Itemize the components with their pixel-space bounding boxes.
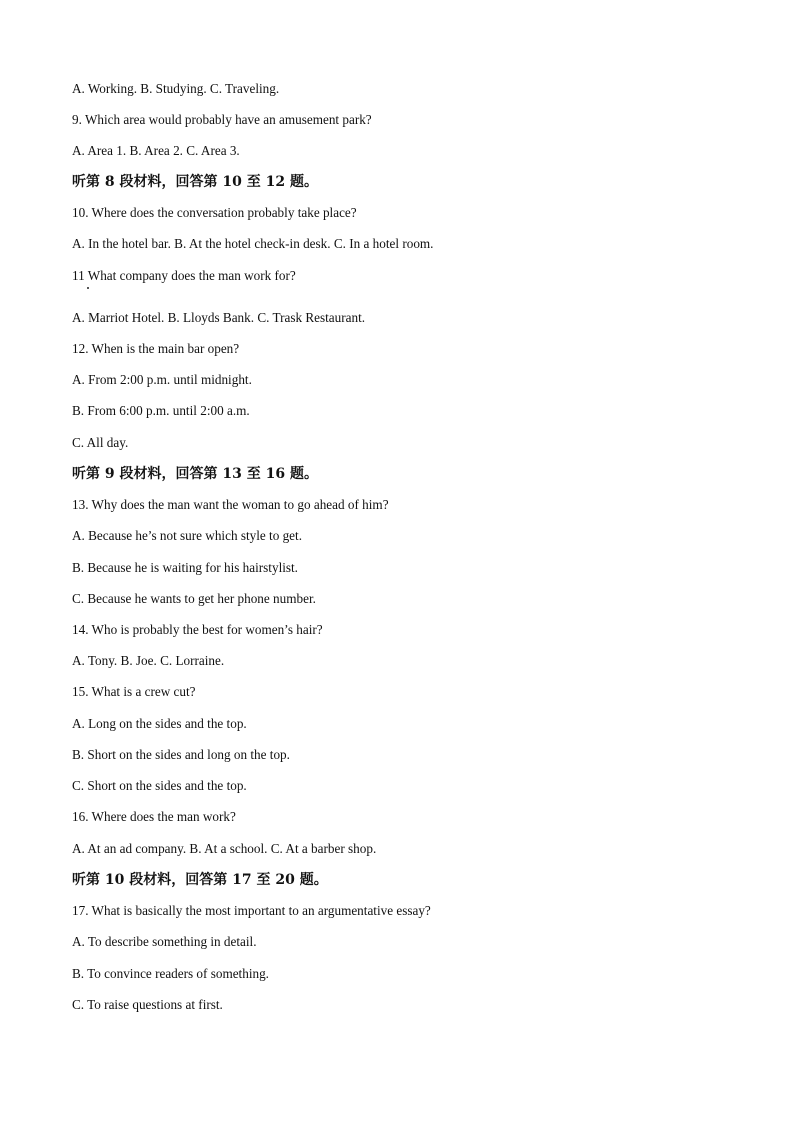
q9-options: A. Area 1. B. Area 2. C. Area 3.	[72, 143, 240, 158]
q17-option-a: A. To describe something in detail.	[72, 934, 257, 949]
q12-option-a: A. From 2:00 p.m. until midnight.	[72, 372, 252, 387]
q11-options: A. Marriot Hotel. B. Lloyds Bank. C. Trask Restaurant.	[72, 310, 366, 325]
q16-options: A. At an ad company. B. At a school. C. At a barber shop.	[72, 841, 377, 856]
q12-option-c: C. All day.	[72, 435, 129, 450]
q15-option-c: C. Short on the sides and the top.	[72, 778, 247, 793]
q13-option-c: C. Because he wants to get her phone number.	[72, 591, 316, 606]
q16-question: 16. Where does the man work?	[72, 809, 236, 824]
q10-options: A. In the hotel bar. B. At the hotel check-in desk. C. In a hotel room.	[72, 236, 434, 251]
q12-option-b: B. From 6:00 p.m. until 2:00 a.m.	[72, 403, 250, 418]
q13-option-a: A. Because he’s not sure which style to get.	[72, 528, 302, 543]
section-9-heading: 听第 9 段材料，回答第 13 至 16 题。	[72, 466, 318, 482]
q17-option-c: C. To raise questions at first.	[72, 997, 223, 1012]
q13-question: 13. Why does the man want the woman to go ahead of him?	[72, 497, 389, 512]
section-10-heading: 听第 10 段材料，回答第 17 至 20 题。	[72, 872, 328, 888]
q15-option-a: A. Long on the sides and the top.	[72, 716, 247, 731]
q14-question: 14. Who is probably the best for women’s hair?	[72, 622, 323, 637]
q17-option-b: B. To convince readers of something.	[72, 966, 269, 981]
q15-question: 15. What is a crew cut?	[72, 684, 196, 699]
q12-question: 12. When is the main bar open?	[72, 341, 240, 356]
q11-question: 11 What company does the man work for?	[72, 268, 296, 283]
q17-question: 17. What is basically the most important to an argumentative essay?	[72, 903, 431, 918]
q14-options: A. Tony. B. Joe. C. Lorraine.	[72, 653, 225, 668]
q9-question: 9. Which area would probably have an amusement park?	[72, 112, 372, 127]
q8-options: A. Working. B. Studying. C. Traveling.	[72, 81, 280, 96]
q15-option-b: B. Short on the sides and long on the top.	[72, 747, 290, 762]
q13-option-b: B. Because he is waiting for his hairstylist.	[72, 560, 298, 575]
section-8-heading: 听第 8 段材料，回答第 10 至 12 题。	[72, 174, 318, 190]
q10-question: 10. Where does the conversation probably take place?	[72, 205, 357, 220]
stray-dot	[87, 287, 89, 289]
